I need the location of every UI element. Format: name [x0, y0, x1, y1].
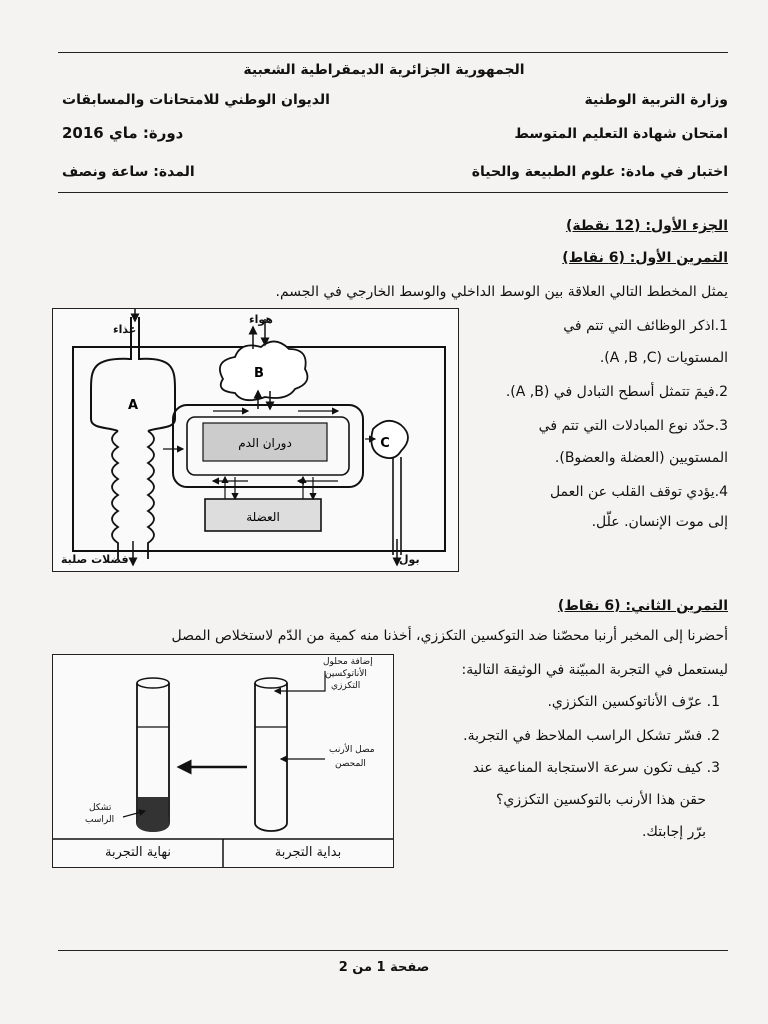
prec-label-2: الراسب	[85, 815, 115, 825]
exam-label: امتحان شهادة التعليم المتوسط	[514, 126, 728, 142]
ex1-q2: 2.فيمَ تتمثل أسطح التبادل في (A ,B).	[505, 384, 728, 400]
body-exchange-diagram	[52, 308, 459, 572]
ex1-intro: يمثل المخطط التالي العلاقة بين الوسط الداخلي والوسط الخارجي في الجسم.	[275, 284, 728, 300]
ex2-q1: 1. عرّف الأناتوكسين التكززي.	[547, 694, 720, 710]
ex1-q1b: المستويات (A ,B ,C).	[599, 350, 728, 366]
footer-rule	[58, 950, 728, 951]
start-label: بداية التجربة	[274, 845, 342, 860]
urine-label: بول	[399, 553, 420, 566]
ex1-q3b: المستويين (العضلة والعضوB).	[554, 450, 728, 466]
air-label: هواء	[249, 313, 273, 326]
session-label: دورة: ماي 2016	[62, 124, 184, 142]
ex2-q2: 2. فسّر تشكل الراسب الملاحظ في التجربة.	[463, 728, 720, 744]
serum-label-1: مصل الأرنب	[329, 745, 375, 755]
office-label: الديوان الوطني للامتحانات والمسابقات	[62, 92, 330, 108]
serum-label-2: المحصن	[335, 759, 366, 769]
add-label-3: التكززي	[331, 681, 361, 691]
muscle-label: العضلة	[246, 510, 280, 524]
intestine-left-wall	[112, 431, 118, 559]
tube-start	[255, 683, 287, 831]
ex2-q3b: حقن هذا الأرنب بالتوكسين التكززي؟	[496, 792, 706, 808]
add-label-1: إضافة محلول	[323, 657, 373, 667]
intestine-right-wall	[148, 431, 154, 559]
prec-label-1: تشكل	[89, 803, 112, 813]
experiment-diagram	[52, 654, 394, 868]
ex2-intro2: ليستعمل في التجربة المبيّنة في الوثيقة التالية:	[461, 662, 728, 678]
ex1-q4a: 4.يؤدي توقف القلب عن العمل	[549, 484, 728, 500]
precipitate	[137, 797, 169, 832]
circulation-label: دوران الدم	[238, 436, 292, 450]
ex1-q1a: 1.اذكر الوظائف التي تتم في	[563, 318, 728, 334]
label-C: C	[380, 436, 390, 451]
ex2-q3a: 3. كيف تكون سرعة الاستجابة المناعية عند	[472, 760, 720, 776]
feces-label: فضلات صلبة	[61, 553, 129, 566]
ex2-title: التمرين الثاني: (6 نقاط)	[557, 598, 728, 614]
ex1-title: التمرين الأول: (6 نقاط)	[562, 250, 728, 266]
add-label-2: الأناتوكسين	[325, 669, 367, 679]
part1-title: الجزء الأول: (12 نقطة)	[565, 218, 728, 234]
ex1-q4b: إلى موت الإنسان. علّل.	[591, 514, 728, 530]
ex1-q3a: 3.حدّد نوع المبادلات التي تتم في	[538, 418, 728, 434]
duration-label: المدة: ساعة ونصف	[62, 164, 195, 180]
ministry-label: وزارة التربية الوطنية	[584, 92, 728, 108]
label-B: B	[254, 366, 264, 381]
page-number: صفحة 1 من 2	[338, 960, 430, 975]
subject-label: اختبار في مادة: علوم الطبيعة والحياة	[471, 164, 728, 180]
ex2-intro: أحضرنا إلى المخبر أرنبا محصّنا ضد التوكسين التكززي، أخذنا منه كمية من الدّم لاستخلاص المصل	[171, 628, 728, 644]
top-rule	[58, 52, 728, 53]
republic-title: الجمهورية الجزائرية الديمقراطية الشعبية	[243, 62, 525, 78]
end-label: نهاية التجربة	[105, 845, 171, 860]
ex2-q3c: برّر إجابتك.	[641, 824, 706, 840]
food-label: غذاء	[113, 323, 137, 336]
header-rule	[58, 192, 728, 193]
label-A: A	[127, 398, 139, 413]
body-exchange-svg	[53, 309, 458, 571]
